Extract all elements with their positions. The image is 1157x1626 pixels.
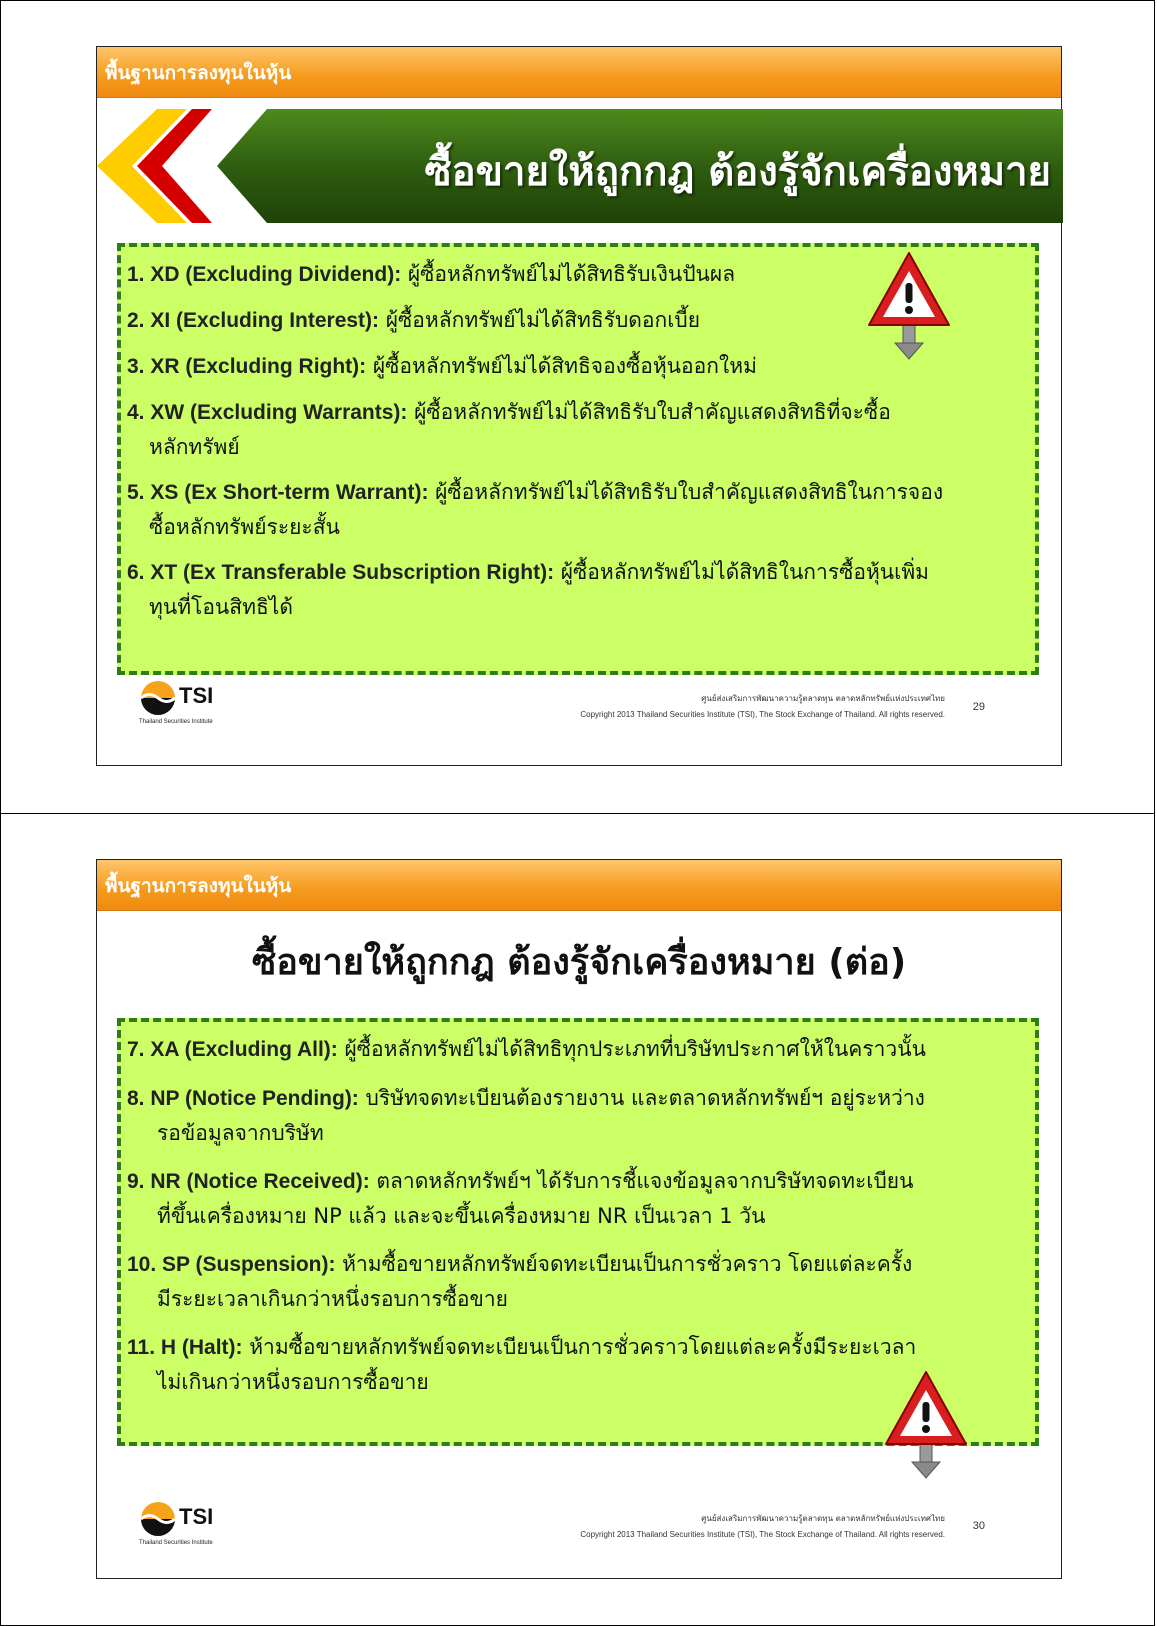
mark-code: 7. XA (Excluding All):: [127, 1038, 338, 1061]
header-bar: [97, 47, 1061, 98]
mark-code: 6. XT (Ex Transferable Subscription Right):: [127, 561, 555, 584]
slide-29: [96, 46, 1062, 766]
header-bar: [97, 860, 1061, 911]
mark-desc: ผู้ซื้อหลักทรัพย์ไม่ได้สิทธิรับใบสำคัญแสดงสิทธิที่จะซื้อ: [407, 400, 891, 424]
mark-code: 2. XI (Excluding Interest):: [127, 309, 380, 332]
slide-30: [96, 859, 1062, 1579]
footer-copyright: Copyright 2013 Thailand Securities Institute (TSI), The Stock Exchange of Thailand. All rights reserved.: [580, 710, 945, 719]
mark-desc-cont: หลักทรัพย์: [149, 435, 240, 459]
mark-code: 11. H (Halt):: [127, 1336, 243, 1359]
header-label: พื้นฐานการลงทุนในหุ้น: [105, 62, 292, 84]
mark-code: 5. XS (Ex Short-term Warrant):: [127, 481, 429, 504]
tsi-logo-icon: [139, 679, 177, 717]
mark-desc-cont: ที่ขึ้นเครื่องหมาย NP แล้ว และจะขึ้นเครื่องหมาย NR เป็นเวลา 1 วัน: [157, 1204, 766, 1228]
title-banner: [97, 109, 1063, 223]
list-item: [127, 555, 1019, 624]
mark-desc: บริษัทจดทะเบียนต้องรายงาน และตลาดหลักทรัพย์ฯ อยู่ระหว่าง: [358, 1086, 925, 1110]
page-29: [0, 0, 1155, 814]
mark-code: 8. NP (Notice Pending):: [127, 1087, 359, 1110]
mark-desc-cont: มีระยะเวลาเกินกว่าหนึ่งรอบการซื้อขาย: [157, 1287, 508, 1311]
header-label: พื้นฐานการลงทุนในหุ้น: [105, 875, 292, 897]
mark-desc-cont: ไม่เกินกว่าหนึ่งรอบการซื้อขาย: [157, 1370, 429, 1394]
mark-desc: ตลาดหลักทรัพย์ฯ ได้รับการชี้แจงข้อมูลจากบริษัทจดทะเบียน: [369, 1169, 914, 1193]
mark-desc: ผู้ซื้อหลักทรัพย์ไม่ได้สิทธิรับดอกเบี้ย: [379, 308, 701, 332]
mark-desc: ผู้ซื้อหลักทรัพย์ไม่ได้สิทธิรับใบสำคัญแสดงสิทธิในการจอง: [428, 480, 944, 504]
slide-title: ซื้อขายให้ถูกกฎ ต้องรู้จักเครื่องหมาย (ต่อ): [251, 942, 907, 983]
footer-thai: ศูนย์ส่งเสริมการพัฒนาความรู้ตลาดทุน ตลาดหลักทรัพย์แห่งประเทศไทย: [701, 694, 945, 703]
warning-sign-icon: [884, 1370, 968, 1484]
list-item: [127, 1032, 1019, 1067]
mark-code: 9. NR (Notice Received):: [127, 1170, 370, 1193]
mark-code: 1. XD (Excluding Dividend):: [127, 263, 402, 286]
list-item: [127, 1081, 1019, 1150]
mark-desc-cont: ซื้อหลักทรัพย์ระยะสั้น: [149, 515, 340, 539]
footer-copyright: Copyright 2013 Thailand Securities Institute (TSI), The Stock Exchange of Thailand. All rights reserved.: [580, 1530, 945, 1539]
page-number: 30: [972, 1520, 985, 1532]
list-item: [127, 395, 1019, 464]
slide-title: ซื้อขายให้ถูกกฎ ต้องรู้จักเครื่องหมาย: [424, 149, 1051, 195]
tsi-logo: [139, 679, 214, 725]
mark-code: 4. XW (Excluding Warrants):: [127, 401, 408, 424]
logo-text: TSI: [179, 683, 214, 708]
mark-desc: ห้ามซื้อขายหลักทรัพย์จดทะเบียนเป็นการชั่วคราว โดยแต่ละครั้ง: [335, 1252, 913, 1276]
tsi-logo-icon: [139, 1500, 177, 1538]
mark-desc: ผู้ซื้อหลักทรัพย์ไม่ได้สิทธิในการซื้อหุ้นเพิ่ม: [554, 560, 930, 584]
logo-subtitle: Thailand Securities Institute: [139, 719, 213, 725]
warning-sign-icon: [867, 251, 951, 365]
list-item: [127, 1247, 1019, 1316]
footer-thai: ศูนย์ส่งเสริมการพัฒนาความรู้ตลาดทุน ตลาดหลักทรัพย์แห่งประเทศไทย: [701, 1514, 945, 1523]
mark-desc-cont: รอข้อมูลจากบริษัท: [157, 1121, 324, 1145]
page-30: [0, 813, 1155, 1626]
mark-code: 10. SP (Suspension):: [127, 1253, 336, 1276]
mark-desc-cont: ทุนที่โอนสิทธิได้: [149, 595, 293, 619]
logo-subtitle: Thailand Securities Institute: [139, 1540, 213, 1546]
mark-desc: ผู้ซื้อหลักทรัพย์ไม่ได้สิทธิจองซื้อหุ้นออกใหม่: [366, 354, 757, 378]
logo-text: TSI: [179, 1504, 214, 1529]
mark-desc: ห้ามซื้อขายหลักทรัพย์จดทะเบียนเป็นการชั่วคราวโดยแต่ละครั้งมีระยะเวลา: [242, 1335, 917, 1359]
page-number: 29: [972, 701, 985, 713]
mark-desc: ผู้ซื้อหลักทรัพย์ไม่ได้สิทธิทุกประเภทที่บริษัทประกาศให้ในคราวนั้น: [337, 1037, 926, 1061]
list-item: [127, 1164, 1019, 1233]
list-item: [127, 475, 1019, 544]
mark-desc: ผู้ซื้อหลักทรัพย์ไม่ได้สิทธิรับเงินปันผล: [401, 262, 736, 286]
tsi-logo: [139, 1500, 214, 1546]
mark-code: 3. XR (Excluding Right):: [127, 355, 367, 378]
